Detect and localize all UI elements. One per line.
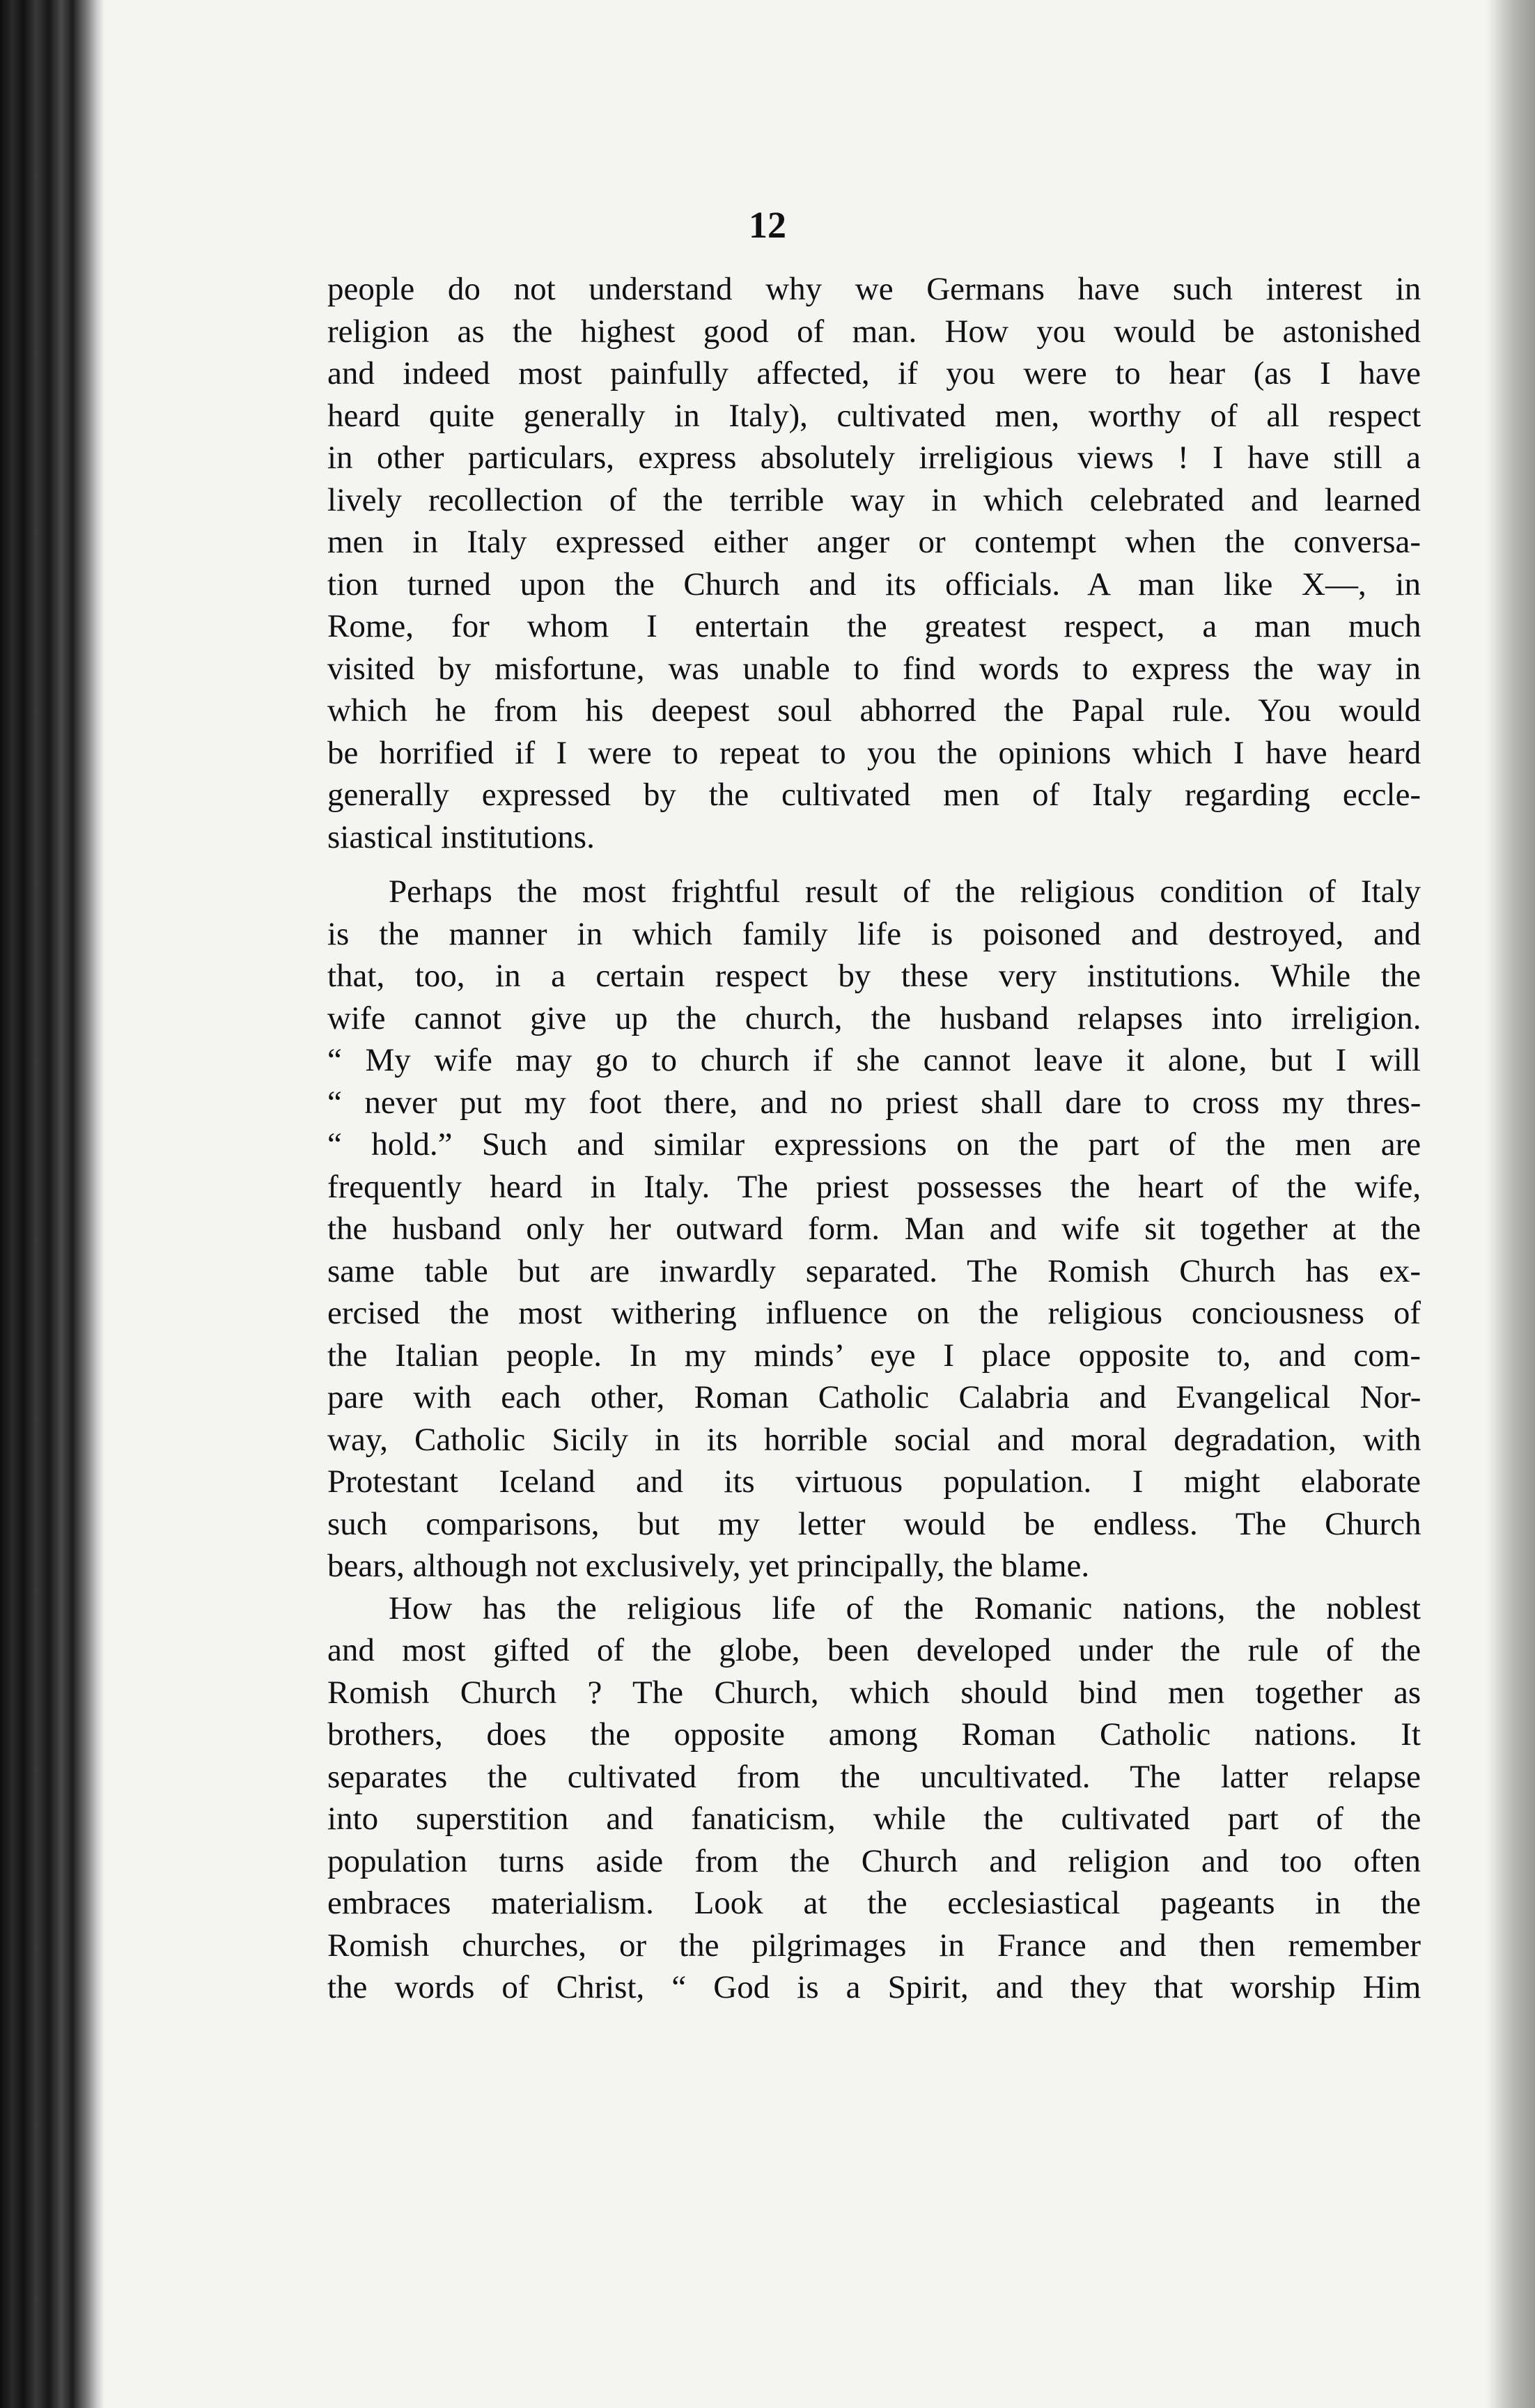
text-line: is the manner in which family life is poisoned and destroyed, and: [327, 915, 1421, 952]
text-line: separates the cultivated from the uncultivated. The latter relapse: [327, 1758, 1421, 1795]
text-line: the words of Christ, “ God is a Spirit, and they that worship Him: [327, 1969, 1421, 2005]
text-line: that, too, in a certain respect by these very institutions. While the: [327, 958, 1421, 994]
text-line: men in Italy expressed either anger or contempt when the conversa-: [327, 524, 1421, 560]
text-line: “ hold.” Such and similar expressions on the part of the men are: [327, 1126, 1421, 1163]
text-line: heard quite generally in Italy), cultivated men, worthy of all respect: [327, 397, 1421, 434]
text-line: the Italian people. In my minds’ eye I place opposite to, and com-: [327, 1337, 1421, 1374]
text-line: Romish churches, or the pilgrimages in France and then remember: [327, 1927, 1421, 1964]
text-line: bears, although not exclusively, yet principally, the blame.: [327, 1548, 1090, 1584]
text-line: way, Catholic Sicily in its horrible social and moral degradation, with: [327, 1421, 1421, 1458]
paragraph-1: [327, 268, 1421, 858]
book-binding-edge: [0, 0, 104, 2408]
text-line: siastical institutions.: [327, 818, 595, 855]
text-line: generally expressed by the cultivated men of Italy regarding eccle-: [327, 777, 1421, 813]
text-line: Protestant Iceland and its virtuous population. I might elaborate: [327, 1463, 1421, 1500]
text-line: people do not understand why we Germans have such interest in: [327, 271, 1421, 307]
text-line: and indeed most painfully affected, if you were to hear (as I have: [327, 355, 1421, 391]
text-line: How has the religious life of the Romanic nations, the noblest: [389, 1590, 1421, 1626]
text-line: be horrified if I were to repeat to you the opinions which I have heard: [327, 734, 1421, 771]
text-line: visited by misfortune, was unable to find words to express the way in: [327, 650, 1421, 687]
text-line: into superstition and fanaticism, while the cultivated part of the: [327, 1801, 1421, 1837]
text-line: wife cannot give up the church, the husband relapses into irreligion.: [327, 1000, 1421, 1036]
text-line: and most gifted of the globe, been developed under the rule of the: [327, 1632, 1421, 1668]
text-line: ercised the most withering influence on the religious conciousness of: [327, 1295, 1421, 1331]
text-line: which he from his deepest soul abhorred the Papal rule. You would: [327, 692, 1421, 729]
body-text: [327, 268, 1421, 2009]
text-line: population turns aside from the Church and religion and too often: [327, 1842, 1421, 1879]
text-line: religion as the highest good of man. How you would be astonished: [327, 313, 1421, 350]
text-line: the husband only her outward form. Man and wife sit together at the: [327, 1211, 1421, 1247]
text-line: “ My wife may go to church if she cannot leave it alone, but I will: [327, 1042, 1421, 1078]
text-line: Rome, for whom I entertain the greatest respect, a man much: [327, 608, 1421, 644]
text-line: brothers, does the opposite among Roman Catholic nations. It: [327, 1716, 1421, 1753]
text-line: embraces materialism. Look at the ecclesiastical pageants in the: [327, 1885, 1421, 1921]
text-line: frequently heard in Italy. The priest possesses the heart of the wife,: [327, 1168, 1421, 1205]
paragraph-2: [327, 871, 1421, 1587]
text-line: Romish Church ? The Church, which should bind men together as: [327, 1674, 1421, 1711]
page-right-edge: [1486, 0, 1535, 2408]
text-line: pare with each other, Roman Catholic Calabria and Evangelical Nor-: [327, 1379, 1421, 1415]
text-line: in other particulars, express absolutely irreligious views ! I have still a: [327, 440, 1421, 476]
text-line: tion turned upon the Church and its officials. A man like X—, in: [327, 566, 1421, 603]
text-line: lively recollection of the terrible way in which celebrated and learned: [327, 481, 1421, 518]
text-line: such comparisons, but my letter would be endless. The Church: [327, 1505, 1421, 1542]
paragraph-3: [327, 1587, 1421, 2009]
text-line: “ never put my foot there, and no priest shall dare to cross my thres-: [327, 1084, 1421, 1121]
text-line: same table but are inwardly separated. The Romish Church has ex-: [327, 1252, 1421, 1289]
page-number: 12: [749, 204, 786, 246]
text-line: Perhaps the most frightful result of the religious condition of Italy: [389, 873, 1421, 910]
